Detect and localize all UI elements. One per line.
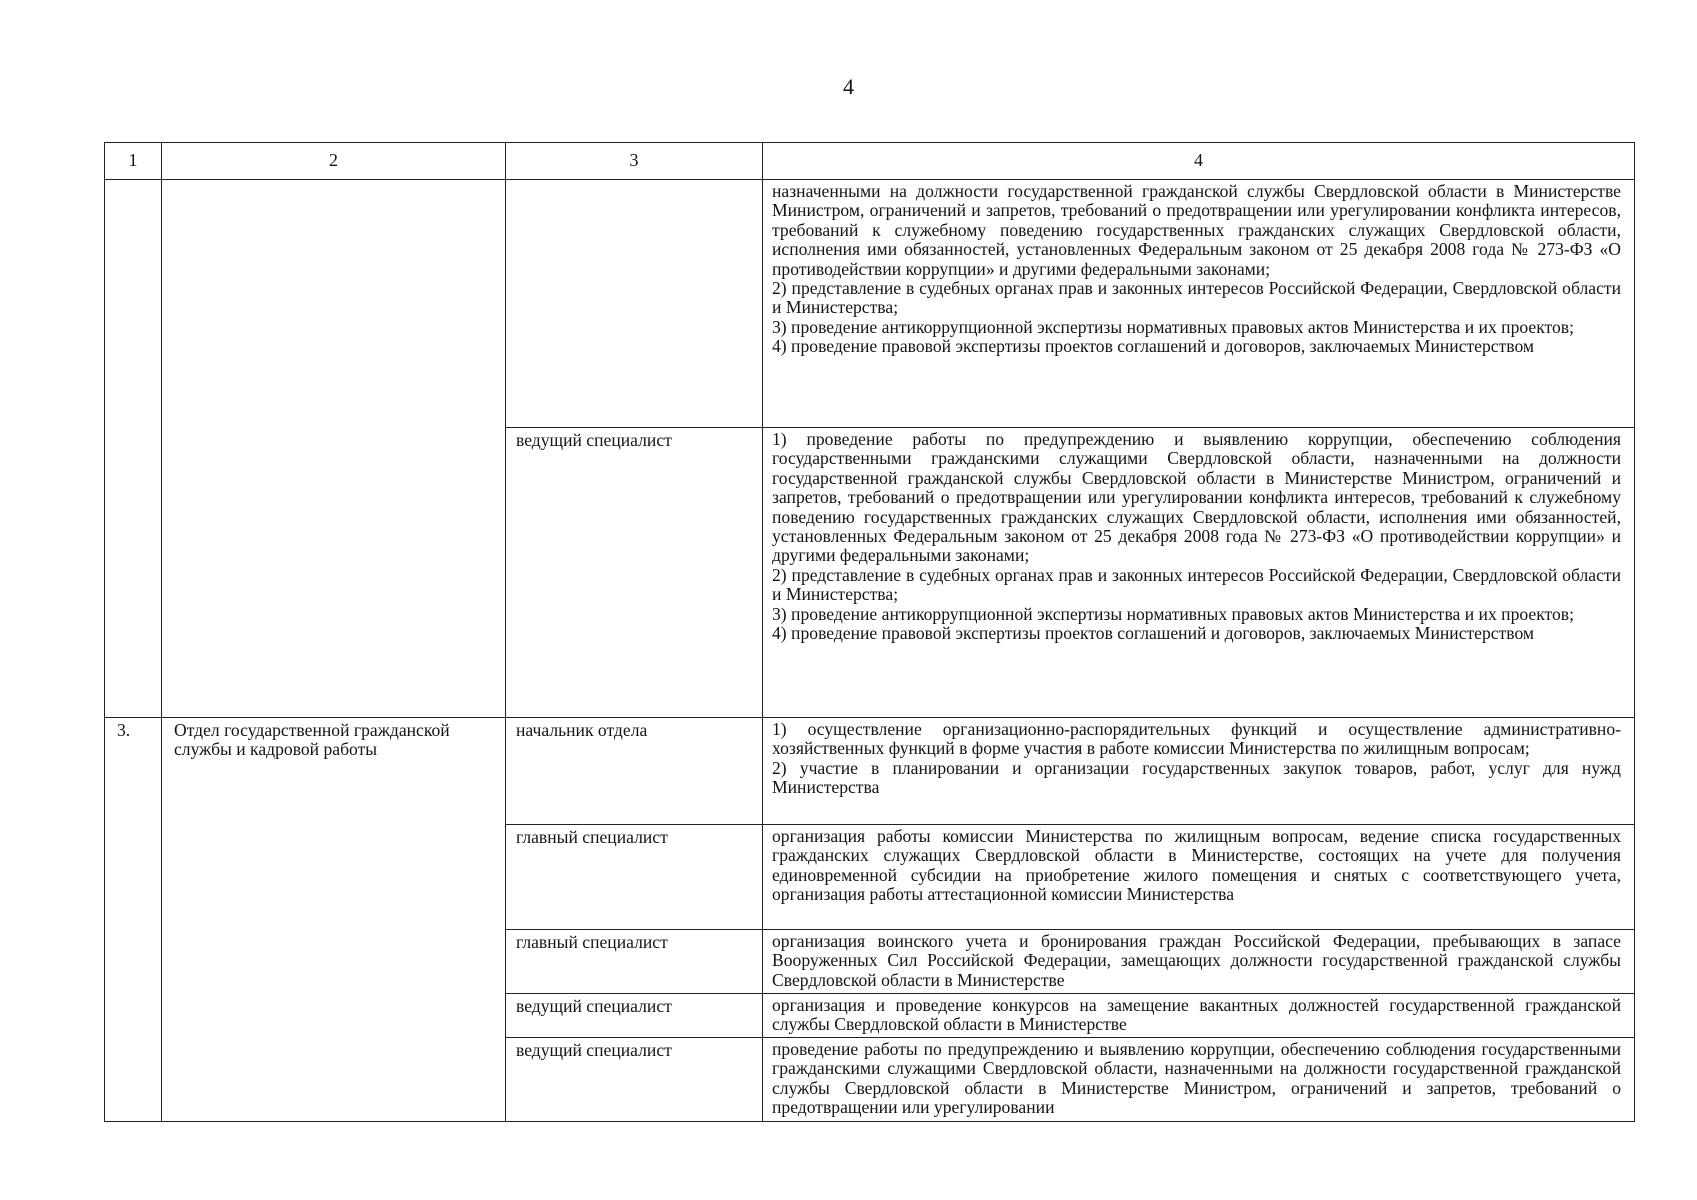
duties-cell <box>763 1038 1635 1122</box>
column-header-2: 2 <box>162 143 506 180</box>
duty-text: 3) проведение антикоррупционной экспертизы нормативных правовых актов Министерства и их проектов; <box>772 603 1574 624</box>
duty-text: проведение работы по предупреждению и выявлению коррупции, обеспечению соблюдения государственными гражданскими служащими Свердловской области, назначенными на должности государственной гражданской службы Свердловской области в Министерстве Министром, ограничений и запретов, требований о предотвращении или урегулировании <box>772 1039 1621 1118</box>
position-cell: ведущий специалист <box>506 994 763 1038</box>
duty-text: организация работы комиссии Министерства по жилищным вопросам, ведение списка государственных гражданских служащих Свердловской области в Министерстве, состоящих на учете для получения единовременной субсидии на приобретение жилого помещения и снятых с соответствующего учета, организация работы аттестационной комиссии Министерства <box>772 826 1621 905</box>
column-header-3: 3 <box>506 143 763 180</box>
duties-cell <box>763 180 1635 428</box>
duty-text: 2) представление в судебных органах прав и законных интересов Российской Федерации, Свердловской области и Министерства; <box>772 564 1621 605</box>
duty-text: 2) участие в планировании и организации государственных закупок товаров, работ, услуг для нужд Министерства <box>772 757 1621 798</box>
duties-cell <box>763 825 1635 930</box>
department-cell <box>162 180 506 718</box>
page-number: 4 <box>843 74 854 99</box>
staff-duties-table <box>104 142 1635 1122</box>
duty-text: 1) осуществление организационно-распорядительных функций и осуществление административно-хозяйственных функций в форме участия в работе комиссии Министерства по жилищным вопросам; <box>772 719 1621 759</box>
table-header-row <box>105 143 1635 180</box>
duty-text: 4) проведение правовой экспертизы проектов соглашений и договоров, заключаемых Министерством <box>772 336 1535 357</box>
duty-text: организация воинского учета и бронирования граждан Российской Федерации, пребывающих в запасе Вооруженных Сил Российской Федерации, замещающих должности государственной гражданской службы Свердловской области в Министерстве <box>772 931 1621 990</box>
duties-cell <box>763 718 1635 825</box>
duty-text: 2) представление в судебных органах прав и законных интересов Российской Федерации, Свердловской области и Министерства; <box>772 278 1621 318</box>
table-row <box>105 718 1635 825</box>
position-cell: ведущий специалист <box>506 1038 763 1122</box>
position-cell: главный специалист <box>506 825 763 930</box>
duties-cell <box>763 428 1635 718</box>
duty-text: 4) проведение правовой экспертизы проектов соглашений и договоров, заключаемых Министерством <box>772 623 1535 644</box>
position-cell: начальник отдела <box>506 718 763 825</box>
column-header-4: 4 <box>763 143 1635 180</box>
duty-text: назначенными на должности государственной гражданской службы Свердловской области в Министерстве Министром, ограничений и запретов, требований о предотвращении или урегулировании конфликта интересов, требований к служебному поведению государственных гражданских служащих Свердловской области, исполнения ими обязанностей, установленных Федеральным законом от 25 декабря 2008 года № 273-ФЗ «О противодействии коррупции» и другими федеральными законами; <box>772 181 1621 279</box>
duties-cell <box>763 930 1635 994</box>
duties-cell <box>763 994 1635 1038</box>
row-number-cell: 3. <box>105 718 162 1122</box>
table-row <box>105 180 1635 428</box>
column-header-1: 1 <box>105 143 162 180</box>
row-number-cell <box>105 180 162 718</box>
duty-text: 3) проведение антикоррупционной экспертизы нормативных правовых актов Министерства и их проектов; <box>772 316 1574 337</box>
duty-text: 1) проведение работы по предупреждению и выявлению коррупции, обеспечению соблюдения государственными гражданскими служащими Свердловской области, назначенными на должности государственной гражданской службы Свердловской области в Министерстве Министром, ограничений и запретов, требований о предотвращении или урегулировании конфликта интересов, требований к служебному поведению государственных гражданских служащих Свердловской области, исполнения ими обязанностей, установленных Федеральным законом от 25 декабря 2008 года № 273-ФЗ «О противодействии коррупции» и другими федеральными законами; <box>772 429 1621 566</box>
position-cell: ведущий специалист <box>506 428 763 718</box>
position-cell <box>506 180 763 428</box>
position-cell: главный специалист <box>506 930 763 994</box>
duty-text: организация и проведение конкурсов на замещение вакантных должностей государственной гражданской службы Свердловской области в Министерстве <box>772 995 1621 1035</box>
department-cell: Отдел государственной гражданской службы и кадровой работы <box>162 718 506 1122</box>
